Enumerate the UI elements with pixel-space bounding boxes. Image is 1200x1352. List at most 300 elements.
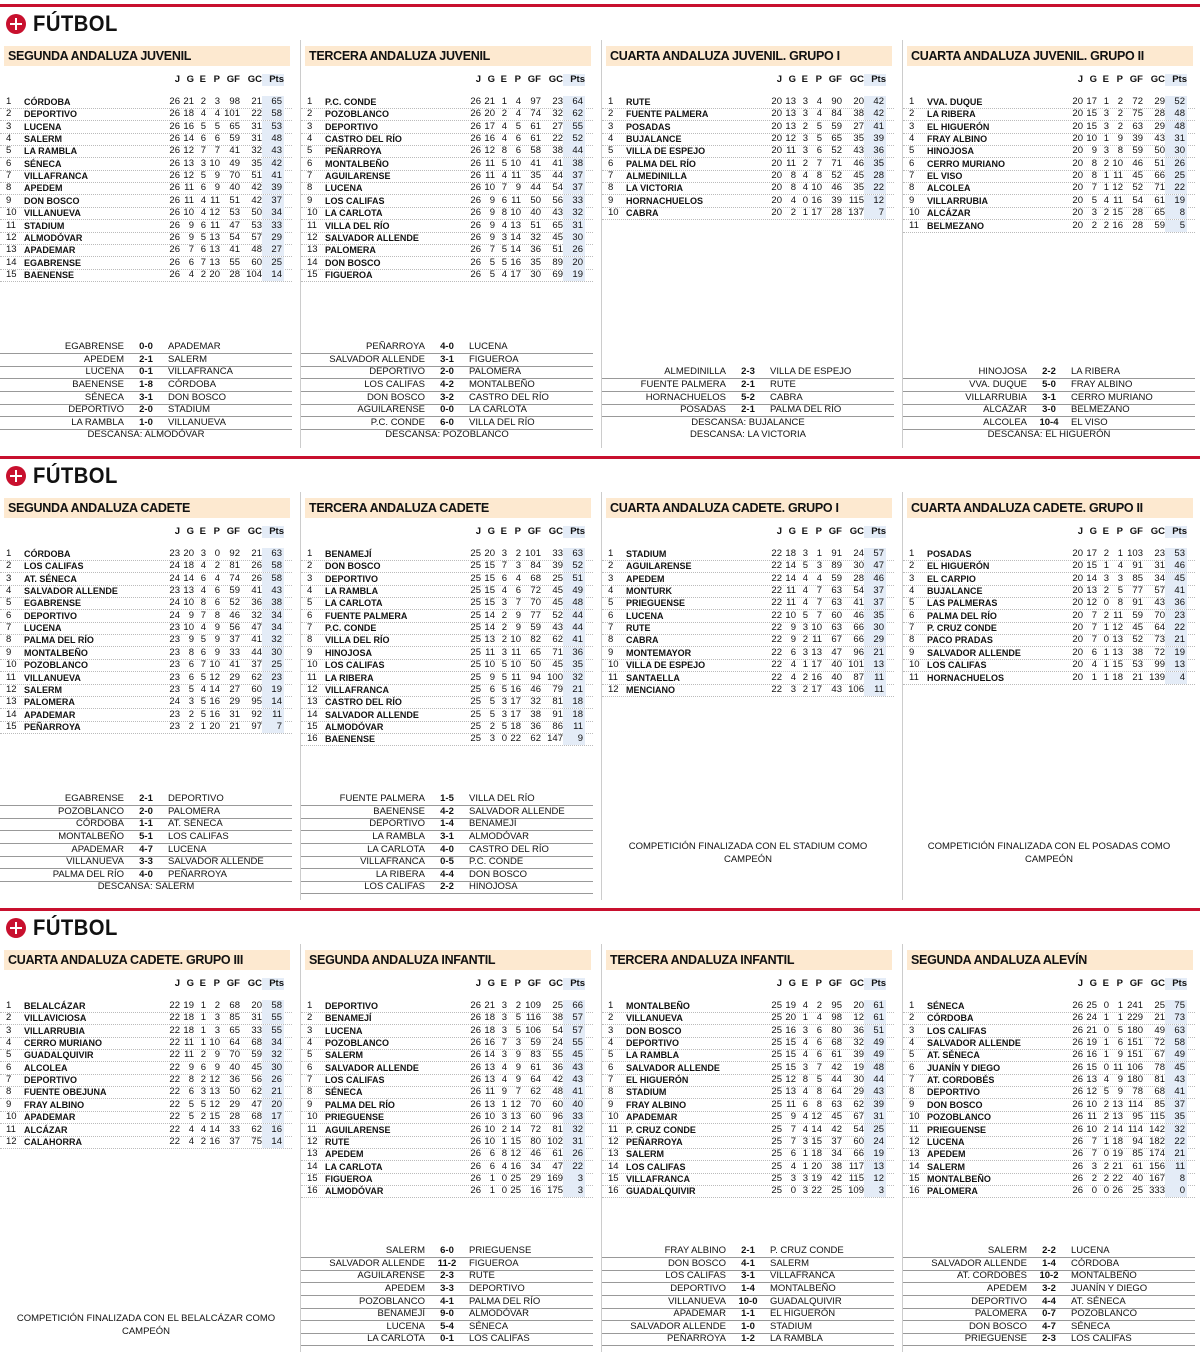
stat-value: 13 — [183, 585, 194, 597]
stat-value: 67 — [831, 634, 842, 646]
stat-value: 12 — [209, 1074, 220, 1086]
stat-value: 1 — [1103, 1135, 1109, 1147]
team-name: LAS PALMERAS — [927, 598, 998, 609]
stat-value: 26 — [251, 560, 262, 572]
position: 13 — [608, 1148, 619, 1160]
stat-value: 116 — [525, 1012, 541, 1024]
stat-value: 34 — [262, 1037, 284, 1049]
position: 5 — [909, 145, 915, 157]
stat-value: 86 — [552, 720, 563, 732]
column-header: G — [487, 978, 495, 989]
stat-value: 4 — [1103, 1074, 1109, 1086]
match-result — [602, 1333, 894, 1346]
position: 2 — [307, 560, 313, 572]
position: 6 — [608, 1061, 614, 1073]
stat-value: 1 — [1103, 622, 1109, 634]
stat-value: 3 — [200, 157, 206, 169]
column-header: E — [1102, 74, 1109, 85]
stat-value: 31 — [1154, 560, 1165, 572]
column-header: GC — [548, 74, 563, 85]
column-header: G — [186, 978, 194, 989]
table-row — [301, 1062, 593, 1075]
column-header: GF — [527, 978, 541, 989]
stat-value: 70 — [229, 1049, 240, 1061]
team-name: ALCÁZAR — [24, 1124, 68, 1135]
stat-value: 71 — [552, 646, 563, 658]
stat-value: 100 — [547, 671, 563, 683]
stat-value: 8 — [501, 145, 507, 157]
home-team: LOS CALIFAS — [665, 1270, 726, 1282]
stat-value: 16 — [209, 696, 220, 708]
stat-value: 70 — [530, 1098, 541, 1110]
stat-value: 26 — [1072, 1160, 1083, 1172]
position: 14 — [608, 1160, 619, 1172]
table-header — [903, 74, 1195, 86]
position: 1 — [909, 548, 915, 559]
stat-value: 61 — [530, 120, 541, 132]
standings-panel — [0, 40, 292, 448]
column-header: E — [801, 526, 808, 537]
stat-value: 5 — [200, 671, 206, 683]
stat-value: 28 — [1132, 219, 1143, 231]
stat-value: 33 — [229, 1123, 240, 1135]
column-header: GF — [1129, 74, 1143, 85]
stat-value: 25 — [771, 1024, 782, 1036]
stat-value: 5 — [1165, 220, 1187, 232]
home-team: PALOMERA — [974, 1308, 1027, 1320]
match-score: 1-4 — [741, 1283, 755, 1294]
stat-value: 3 — [515, 560, 521, 572]
table-row — [602, 145, 894, 158]
stat-value: 68 — [1154, 1086, 1165, 1098]
team-name: APEDEM — [626, 573, 665, 584]
stat-value: 34 — [262, 610, 284, 622]
team-name: BELALCÁZAR — [24, 1001, 86, 1011]
stat-value: 18 — [484, 1024, 495, 1036]
stat-value: 11 — [786, 597, 796, 609]
table-row — [602, 158, 894, 171]
stat-value: 4 — [200, 622, 206, 634]
stat-value: 80 — [831, 1024, 842, 1036]
stat-value: 35 — [853, 133, 864, 145]
stat-value: 5 — [1117, 585, 1123, 597]
stat-value: 49 — [563, 585, 585, 597]
away-team: HINOJOSA — [469, 881, 518, 893]
stat-value: 167 — [1149, 1172, 1165, 1184]
team-name: POZOBLANCO — [24, 660, 88, 671]
home-team: SALVADOR ALLENDE — [329, 1257, 425, 1269]
team-name: EGABRENSE — [24, 598, 82, 609]
stat-value: 25 — [470, 560, 481, 572]
stat-value: 53 — [229, 207, 240, 219]
stat-value: 16 — [262, 1124, 284, 1136]
stat-value: 91 — [1132, 597, 1143, 609]
position: 5 — [307, 597, 313, 609]
stat-value: 29 — [853, 1086, 864, 1098]
match-score: 11-2 — [437, 1257, 457, 1269]
table-row — [903, 1173, 1195, 1186]
home-team: VILLAFRANCA — [360, 856, 425, 868]
team-name: APADEMAR — [24, 1112, 76, 1123]
stat-value: 25 — [552, 572, 563, 584]
stat-value: 9 — [214, 646, 220, 658]
stat-value: 29 — [864, 634, 886, 646]
stat-value: 43 — [831, 683, 842, 695]
stat-value: 2 — [802, 634, 808, 646]
stat-value: 52 — [1165, 96, 1187, 108]
stat-value: 6 — [1117, 1037, 1123, 1049]
stat-value: 3 — [802, 96, 808, 107]
stat-value: 1 — [802, 1148, 808, 1160]
team-name: SÉNECA — [927, 1001, 965, 1011]
stat-value: 42 — [864, 108, 886, 120]
column-header: P — [213, 74, 220, 85]
position: 9 — [307, 646, 313, 658]
stat-value: 8 — [501, 207, 507, 219]
column-header: GF — [226, 978, 240, 989]
home-team: PEÑARROYA — [667, 1333, 726, 1345]
team-name: STADIUM — [24, 220, 65, 231]
stat-value: 62 — [563, 108, 585, 120]
stat-value: 20 — [771, 145, 782, 157]
table-row — [903, 158, 1195, 171]
stat-value: 56 — [229, 622, 240, 634]
match-result — [0, 869, 292, 882]
match-score: 1-1 — [139, 818, 153, 830]
table-row — [0, 1086, 292, 1099]
team-name: LOS CALIFAS — [325, 1075, 385, 1086]
stat-value: 4 — [200, 108, 206, 120]
stat-value: 22 — [169, 1074, 180, 1086]
stat-value: 2 — [1103, 609, 1109, 621]
away-team: FRAY ALBINO — [1071, 379, 1133, 390]
team-name: VILLA DE ESPEJO — [626, 146, 706, 157]
table-row — [602, 634, 894, 647]
table-row — [903, 672, 1195, 685]
position: 16 — [307, 1185, 318, 1197]
stat-value: 10 — [484, 1111, 495, 1123]
stat-value: 26 — [470, 1037, 481, 1049]
stat-value: 26 — [251, 572, 262, 584]
stat-value: 101 — [224, 108, 240, 120]
stat-value: 60 — [251, 256, 262, 268]
column-header: P — [815, 526, 822, 537]
stat-value: 12 — [1086, 1086, 1097, 1098]
stat-value: 25 — [470, 572, 481, 584]
stat-value: 36 — [229, 1074, 240, 1086]
section-title: FÚTBOL — [33, 463, 118, 488]
home-team: ALMEDINILLA — [664, 366, 726, 378]
football-icon — [6, 918, 26, 938]
position: 8 — [307, 634, 313, 646]
column-header: GC — [1150, 74, 1165, 85]
position: 12 — [909, 1135, 920, 1147]
stat-value: 26 — [470, 207, 481, 219]
match-score: 0-7 — [1042, 1308, 1056, 1320]
league-title: CUARTA ANDALUZA CADETE. GRUPO III — [4, 950, 290, 970]
stat-value: 4 — [188, 268, 194, 280]
stat-value: 11 — [485, 157, 495, 169]
stat-value: 29 — [1154, 120, 1165, 132]
team-name: LOS CALIFAS — [325, 195, 385, 206]
stat-value: 5 — [802, 609, 808, 621]
stat-value: 60 — [552, 1098, 563, 1110]
stat-value: 68 — [229, 1000, 240, 1011]
stat-value: 44 — [563, 610, 585, 622]
stat-value: 91 — [831, 548, 842, 559]
team-name: LUCENA — [927, 1136, 965, 1147]
stat-value: 24 — [864, 1136, 886, 1148]
position: 11 — [307, 1123, 317, 1135]
stat-value: 27 — [853, 120, 864, 132]
position: 2 — [909, 108, 915, 120]
position: 5 — [608, 597, 614, 609]
stat-value: 22 — [169, 1037, 180, 1049]
stat-value: 4 — [816, 1012, 822, 1024]
away-team: P. CRUZ CONDE — [770, 1245, 844, 1257]
stat-value: 103 — [1127, 548, 1143, 559]
table-row — [903, 548, 1195, 561]
stat-value: 4 — [816, 96, 822, 107]
stat-value: 46 — [853, 157, 864, 169]
team-name: CÓRDOBA — [927, 1013, 974, 1024]
stat-value: 3 — [790, 683, 796, 695]
stat-value: 25 — [470, 708, 481, 720]
match-result — [301, 1270, 593, 1283]
away-team: SALERM — [168, 353, 208, 365]
stat-value: 3 — [501, 597, 507, 609]
table-row — [602, 133, 894, 146]
stat-value: 22 — [169, 1086, 180, 1098]
team-name: LUCENA — [24, 623, 62, 634]
table-row — [903, 1000, 1195, 1013]
position: 6 — [909, 609, 915, 621]
stat-value: 101 — [525, 548, 541, 559]
stat-value: 1 — [1103, 133, 1109, 145]
match-result — [301, 1258, 593, 1271]
position: 9 — [307, 194, 313, 206]
team-name: P.C. CONDE — [325, 623, 377, 634]
team-name: AT. CORDOBÉS — [927, 1075, 995, 1086]
match-score: 1-4 — [440, 818, 454, 830]
position: 13 — [307, 696, 318, 708]
away-team: PALMA DEL RÍO — [770, 404, 842, 416]
stat-value: 5 — [200, 634, 206, 646]
stat-value: 36 — [530, 720, 541, 732]
table-row — [0, 597, 292, 610]
standings-panel — [601, 944, 893, 1352]
stat-value: 9 — [515, 182, 521, 194]
stat-value: 16 — [510, 683, 521, 695]
table-row — [0, 560, 292, 573]
match-result — [602, 1296, 894, 1309]
home-team: APEDEM — [384, 1283, 425, 1294]
stat-value: 8 — [188, 646, 194, 658]
position: 3 — [6, 120, 12, 132]
stat-value: 65 — [831, 133, 842, 145]
match-score: 1-4 — [1042, 1257, 1056, 1269]
team-name: DEPORTIVO — [626, 1038, 680, 1049]
section-header — [0, 4, 1200, 43]
stat-value: 72 — [1132, 96, 1143, 107]
stat-value: 79 — [552, 683, 563, 695]
table-row — [0, 634, 292, 647]
match-result — [301, 392, 593, 405]
stat-value: 9 — [489, 231, 495, 243]
column-header: GC — [849, 74, 864, 85]
stat-value: 26 — [1072, 1000, 1083, 1011]
stat-value: 23 — [169, 622, 180, 634]
team-name: LUCENA — [325, 183, 363, 194]
stat-value: 2 — [489, 720, 495, 732]
stat-value: 21 — [1086, 1024, 1097, 1036]
table-header — [0, 74, 292, 86]
stat-value: 43 — [1165, 1074, 1187, 1086]
table-row — [0, 1025, 292, 1038]
stat-value: 21 — [1154, 1012, 1165, 1024]
standings-panel — [0, 944, 292, 1352]
table-row — [602, 121, 894, 134]
stat-value: 2 — [790, 207, 796, 219]
stat-value: 43 — [1154, 133, 1165, 145]
stat-value: 11 — [184, 194, 194, 206]
stat-value: 78 — [1132, 1086, 1143, 1098]
stat-value: 20 — [484, 548, 495, 559]
match-score: 10-4 — [1039, 416, 1059, 428]
stat-value: 14 — [1112, 1123, 1123, 1135]
stat-value: 38 — [552, 145, 563, 157]
stat-value: 1 — [1103, 646, 1109, 658]
home-team: SÉNECA — [84, 391, 124, 403]
stat-value: 9 — [214, 182, 220, 194]
team-name: RUTE — [626, 623, 651, 634]
team-name: LUCENA — [24, 121, 62, 132]
stat-value: 42 — [552, 1074, 563, 1086]
stat-value: 101 — [848, 659, 864, 671]
home-team: LA RAMBLA — [372, 831, 425, 842]
stat-value: 9 — [790, 634, 796, 646]
match-score: 0-1 — [440, 1333, 454, 1345]
position: 10 — [608, 659, 619, 671]
table-row — [301, 659, 593, 672]
stat-value: 39 — [1132, 133, 1143, 145]
table-row — [602, 622, 894, 635]
stat-value: 18 — [484, 1012, 495, 1024]
stat-value: 17 — [811, 207, 822, 219]
stat-value: 20 — [1072, 96, 1083, 107]
stat-value: 139 — [1149, 671, 1165, 683]
column-header: GF — [1129, 526, 1143, 537]
stat-value: 7 — [200, 145, 206, 157]
stat-value: 52 — [563, 560, 585, 572]
stat-value: 14 — [183, 133, 194, 145]
stat-value: 28 — [1132, 207, 1143, 219]
team-name: SANTAELLA — [626, 672, 680, 683]
stat-value: 20 — [1072, 182, 1083, 194]
column-header: J — [776, 978, 782, 989]
stat-value: 2 — [1103, 585, 1109, 597]
stat-value: 7 — [501, 182, 507, 194]
match-result — [301, 881, 593, 894]
stat-value: 42 — [831, 1172, 842, 1184]
match-result — [301, 341, 593, 354]
stat-value: 4 — [501, 1061, 507, 1073]
stat-value: 18 — [785, 548, 796, 559]
stat-value: 16 — [484, 133, 495, 145]
stat-value: 4 — [501, 1160, 507, 1172]
stat-value: 34 — [1154, 572, 1165, 584]
away-team: BENAMEJÍ — [469, 818, 517, 830]
stat-value: 18 — [811, 1148, 822, 1160]
stat-value: 5 — [188, 1098, 194, 1110]
stat-value: 6 — [200, 219, 206, 231]
stat-value: 11 — [184, 182, 194, 194]
table-row — [903, 1049, 1195, 1062]
stat-value: 11 — [812, 634, 822, 646]
position: 9 — [909, 646, 915, 658]
match-result — [903, 1245, 1195, 1258]
stat-value: 10 — [484, 1123, 495, 1135]
match-result — [301, 366, 593, 379]
position: 11 — [608, 671, 618, 683]
position: 5 — [6, 1049, 12, 1061]
rest-team-note: DESCANSA: ALMODÓVAR — [87, 429, 205, 441]
stat-value: 8 — [802, 1074, 808, 1086]
team-name: CABRA — [626, 208, 659, 219]
stat-value: 20 — [1072, 145, 1083, 157]
stat-value: 38 — [563, 158, 585, 170]
table-row — [903, 96, 1195, 109]
stat-value: 63 — [831, 1098, 842, 1110]
table-row — [0, 548, 292, 561]
stat-value: 22 — [771, 597, 782, 609]
team-name: LA CARLOTA — [325, 208, 383, 219]
stat-value: 21 — [1112, 1160, 1123, 1172]
match-score: 6-0 — [440, 416, 454, 428]
stat-value: 44 — [864, 1074, 886, 1086]
column-header: Pts — [563, 526, 585, 538]
table-row — [0, 1037, 292, 1050]
stat-value: 25 — [1165, 170, 1187, 182]
stat-value: 70 — [530, 597, 541, 609]
away-team: PEÑARROYA — [168, 868, 227, 880]
stat-value: 15 — [785, 1049, 796, 1061]
stat-value: 9 — [489, 219, 495, 231]
stat-value: 59 — [530, 1037, 541, 1049]
away-team: DON BOSCO — [469, 868, 528, 880]
stat-value: 14 — [484, 622, 495, 634]
column-header: E — [801, 978, 808, 989]
stat-value: 20 — [771, 207, 782, 219]
stat-value: 63 — [1132, 120, 1143, 132]
stat-value: 44 — [552, 170, 563, 182]
team-name: PALMA DEL RÍO — [626, 158, 696, 169]
away-team: MONTALBEÑO — [1071, 1270, 1137, 1282]
standings-panel — [902, 944, 1194, 1352]
stat-value: 26 — [1112, 1185, 1123, 1197]
stat-value: 4 — [200, 560, 206, 572]
table-row — [903, 1099, 1195, 1112]
stat-value: 70 — [1154, 609, 1165, 621]
team-name: VILLARRUBIA — [927, 195, 988, 206]
match-score: 4-0 — [440, 843, 454, 855]
stat-value: 10 — [811, 182, 822, 194]
position: 2 — [608, 1012, 614, 1024]
stat-value: 21 — [1165, 1148, 1187, 1160]
stat-value: 7 — [816, 609, 822, 621]
team-name: LUCENA — [325, 1025, 363, 1036]
position: 6 — [909, 1061, 915, 1073]
